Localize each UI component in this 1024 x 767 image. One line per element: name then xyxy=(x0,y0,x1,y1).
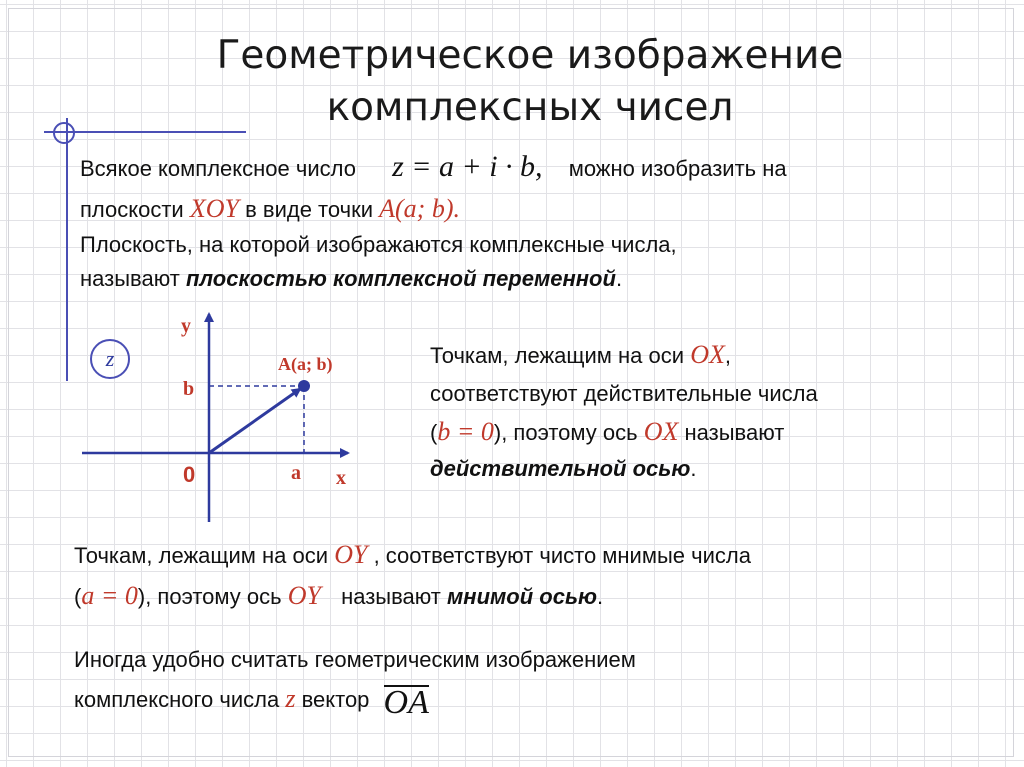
math-ox-2: OX xyxy=(643,417,679,446)
para2-line4 xyxy=(430,455,696,483)
para3-text-2: , соответствуют чисто мнимые числа xyxy=(373,543,751,568)
term-real-axis: действительной осью xyxy=(430,456,691,481)
para1-text-5: Плоскость, на которой изображаются комплексные числа, xyxy=(80,232,677,257)
term-complex-plane: плоскостью комплексной переменной xyxy=(185,266,616,291)
point-a xyxy=(298,380,310,392)
para3-text-1: Точкам, лежащим на оси xyxy=(74,543,329,568)
math-xoy: XOY xyxy=(189,194,239,223)
formula-z: z = a + i · b, xyxy=(392,150,543,183)
para2-line1 xyxy=(430,341,731,370)
slide-title xyxy=(150,30,910,134)
title-line-2: комплексных чисел xyxy=(326,85,734,130)
para1-text-4: в виде точки xyxy=(245,197,374,222)
para4-text-2: комплексного числа xyxy=(74,687,280,712)
para3-line1 xyxy=(74,541,751,570)
para2-text-3: соответствуют действительные числа xyxy=(430,381,818,406)
para1-line2 xyxy=(80,195,460,224)
para3-text-5: называют xyxy=(341,584,441,609)
point-a-label: A(a; b) xyxy=(278,354,333,374)
title-line-1: Геометрическое изображение xyxy=(216,33,844,78)
math-oy-1: OY xyxy=(334,540,368,569)
para4-line1 xyxy=(74,646,636,674)
para1-text-1: Всякое комплексное число xyxy=(80,156,356,181)
para3-text-4: ), поэтому ось xyxy=(137,584,282,609)
y-label: y xyxy=(181,315,191,337)
para1-text-2: можно изобразить на xyxy=(568,156,787,181)
origin-label: 0 xyxy=(183,462,196,487)
para2-text-1: Точкам, лежащим на оси xyxy=(430,343,685,368)
math-ox-1: OX xyxy=(690,340,725,369)
vector-oa-label: OA xyxy=(383,684,429,721)
para4-line2 xyxy=(74,685,429,719)
para3-text-3: ( xyxy=(74,584,82,609)
para1-text-3: плоскости xyxy=(80,197,184,222)
para2-line3 xyxy=(430,418,784,447)
para3-text-6: . xyxy=(597,584,604,609)
para2-text-4: ( xyxy=(430,420,438,445)
para1-text-7: . xyxy=(615,266,623,291)
math-b-eq-0: b = 0 xyxy=(437,417,494,446)
para2-text-5: ), поэтому ось xyxy=(493,420,638,445)
para2-text-7: . xyxy=(690,456,697,481)
para2-line2 xyxy=(430,380,818,408)
math-a-eq-0: a = 0 xyxy=(81,581,138,610)
math-z: z xyxy=(285,684,296,713)
para3-line2 xyxy=(74,582,603,611)
para4-text-1: Иногда удобно считать геометрическим изображением xyxy=(74,647,636,672)
b-label: b xyxy=(183,378,195,400)
decor-vertical-line xyxy=(66,118,68,381)
para1-line1 xyxy=(80,150,787,183)
term-imaginary-axis: мнимой осью xyxy=(447,584,598,609)
a-label: a xyxy=(291,462,301,484)
math-point-a: A(a; b). xyxy=(379,194,460,223)
z-badge: z xyxy=(90,339,130,379)
x-label: x xyxy=(336,467,346,489)
math-oy-2: OY xyxy=(287,581,321,610)
coordinate-diagram xyxy=(78,310,368,525)
para1-line3 xyxy=(80,231,677,259)
para2-text-6: называют xyxy=(684,420,785,445)
para2-text-2: , xyxy=(724,343,731,368)
para1-text-6: называют xyxy=(80,266,180,291)
decor-circle xyxy=(53,122,75,144)
para1-line4 xyxy=(80,265,622,293)
para4-text-3: вектор xyxy=(301,687,370,712)
vector-oa xyxy=(209,389,300,453)
